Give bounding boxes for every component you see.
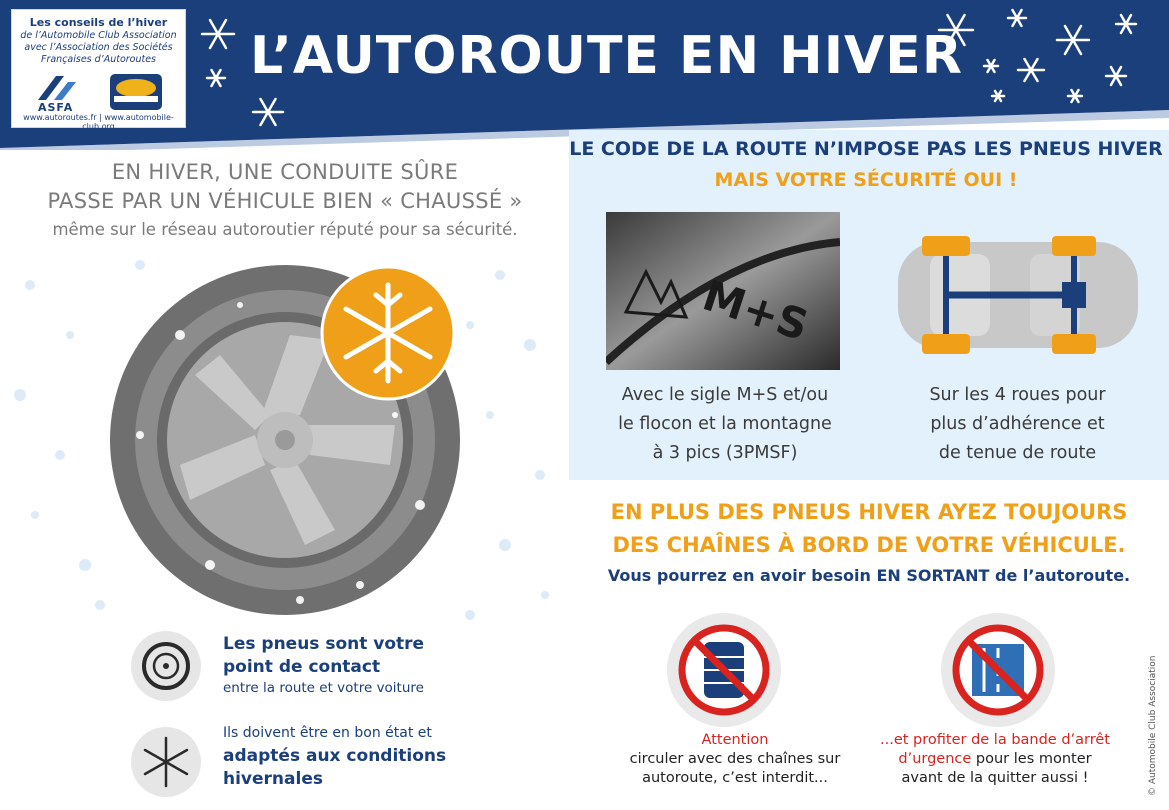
caption-line: circuler avec des chaînes sur [629, 751, 841, 767]
intro-text [20, 158, 550, 244]
tip-line: point de contact [223, 657, 381, 677]
tip-condition-bold [223, 745, 446, 791]
intro-line: EN HIVER, UNE CONDUITE SÛRE [111, 160, 459, 184]
logo-line: de l’Automobile Club Association [20, 30, 177, 41]
chains-subtitle: Vous pourrez en avoir besoin EN SORTANT de l’autoroute. [607, 566, 1131, 585]
winter-wheel-illustration [0, 245, 569, 635]
logo-line: Françaises d’Autoroutes [40, 54, 157, 65]
logo-urls: www.autoroutes.fr | www.automobile-club.org [23, 113, 174, 131]
car-4-wheels-illustration [890, 228, 1146, 362]
asfa-logo-icon [34, 72, 84, 102]
caption-line: autoroute, c’est interdit... [642, 770, 828, 786]
intro-line: PASSE PAR UN VÉHICULE BIEN « CHAUSSÉ » [47, 189, 523, 213]
code-title: LE CODE DE LA ROUTE N’IMPOSE PAS LES PNEUS HIVER [569, 138, 1163, 160]
chains-title: EN PLUS DES PNEUS HIVER AYEZ TOUJOURS [610, 500, 1128, 524]
logo-title: Les conseils de l’hiver [29, 16, 168, 29]
tire-marking-photo [606, 212, 840, 370]
automobile-club-logo-icon [108, 72, 164, 112]
caption-line: pour les monter [971, 751, 1092, 767]
caption-line: ...et profiter de la bande d’arrêt [880, 732, 1110, 748]
caption-line: Sur les 4 roues pour [929, 385, 1106, 405]
intro-line: même sur le réseau autoroutier réputé pour sa sécurité. [52, 220, 518, 239]
partner-logo-box [12, 10, 185, 131]
caption-line: à 3 pics (3PMSF) [652, 443, 798, 463]
caption-line: avant de la quitter aussi ! [901, 770, 1089, 786]
tire-mark-text: M+S [697, 270, 815, 351]
no-emergency-lane-icon [938, 612, 1058, 728]
chains-title: DES CHAÎNES À BORD DE VOTRE VÉHICULE. [612, 533, 1126, 557]
caption-red-word: d’urgence [898, 751, 972, 767]
caption-line: le flocon et la montagne [618, 414, 832, 434]
tire-icon [130, 630, 202, 702]
code-subtitle: MAIS VOTRE SÉCURITÉ OUI ! [714, 169, 1018, 191]
caption-line: plus d’adhérence et [930, 414, 1105, 434]
tire-caption [585, 381, 865, 468]
tip-line: adaptés aux conditions [223, 746, 447, 766]
tip-condition-text: Ils doivent être en bon état et [223, 725, 432, 741]
tip-line: hivernales [223, 769, 323, 789]
warning-emergency-lane-caption [865, 731, 1125, 788]
no-chains-on-highway-icon [664, 612, 784, 728]
snowflake-icon [130, 726, 202, 798]
warning-chains-caption [585, 731, 885, 788]
logo-line: avec l’Association des Sociétés [24, 42, 173, 53]
copyright: © Automobile Club Association [1148, 655, 1158, 796]
warning-attention: Attention [701, 732, 769, 748]
asfa-logo-text: ASFA [38, 101, 74, 114]
tip-contact-text: entre la route et votre voiture [223, 680, 424, 696]
page-title: L’AUTOROUTE EN HIVER [250, 26, 963, 86]
car-caption [875, 381, 1160, 468]
caption-line: de tenue de route [938, 443, 1097, 463]
caption-line: Avec le sigle M+S et/ou [621, 385, 829, 405]
tip-contact-bold [223, 633, 424, 679]
tip-line: Les pneus sont votre [223, 634, 425, 654]
